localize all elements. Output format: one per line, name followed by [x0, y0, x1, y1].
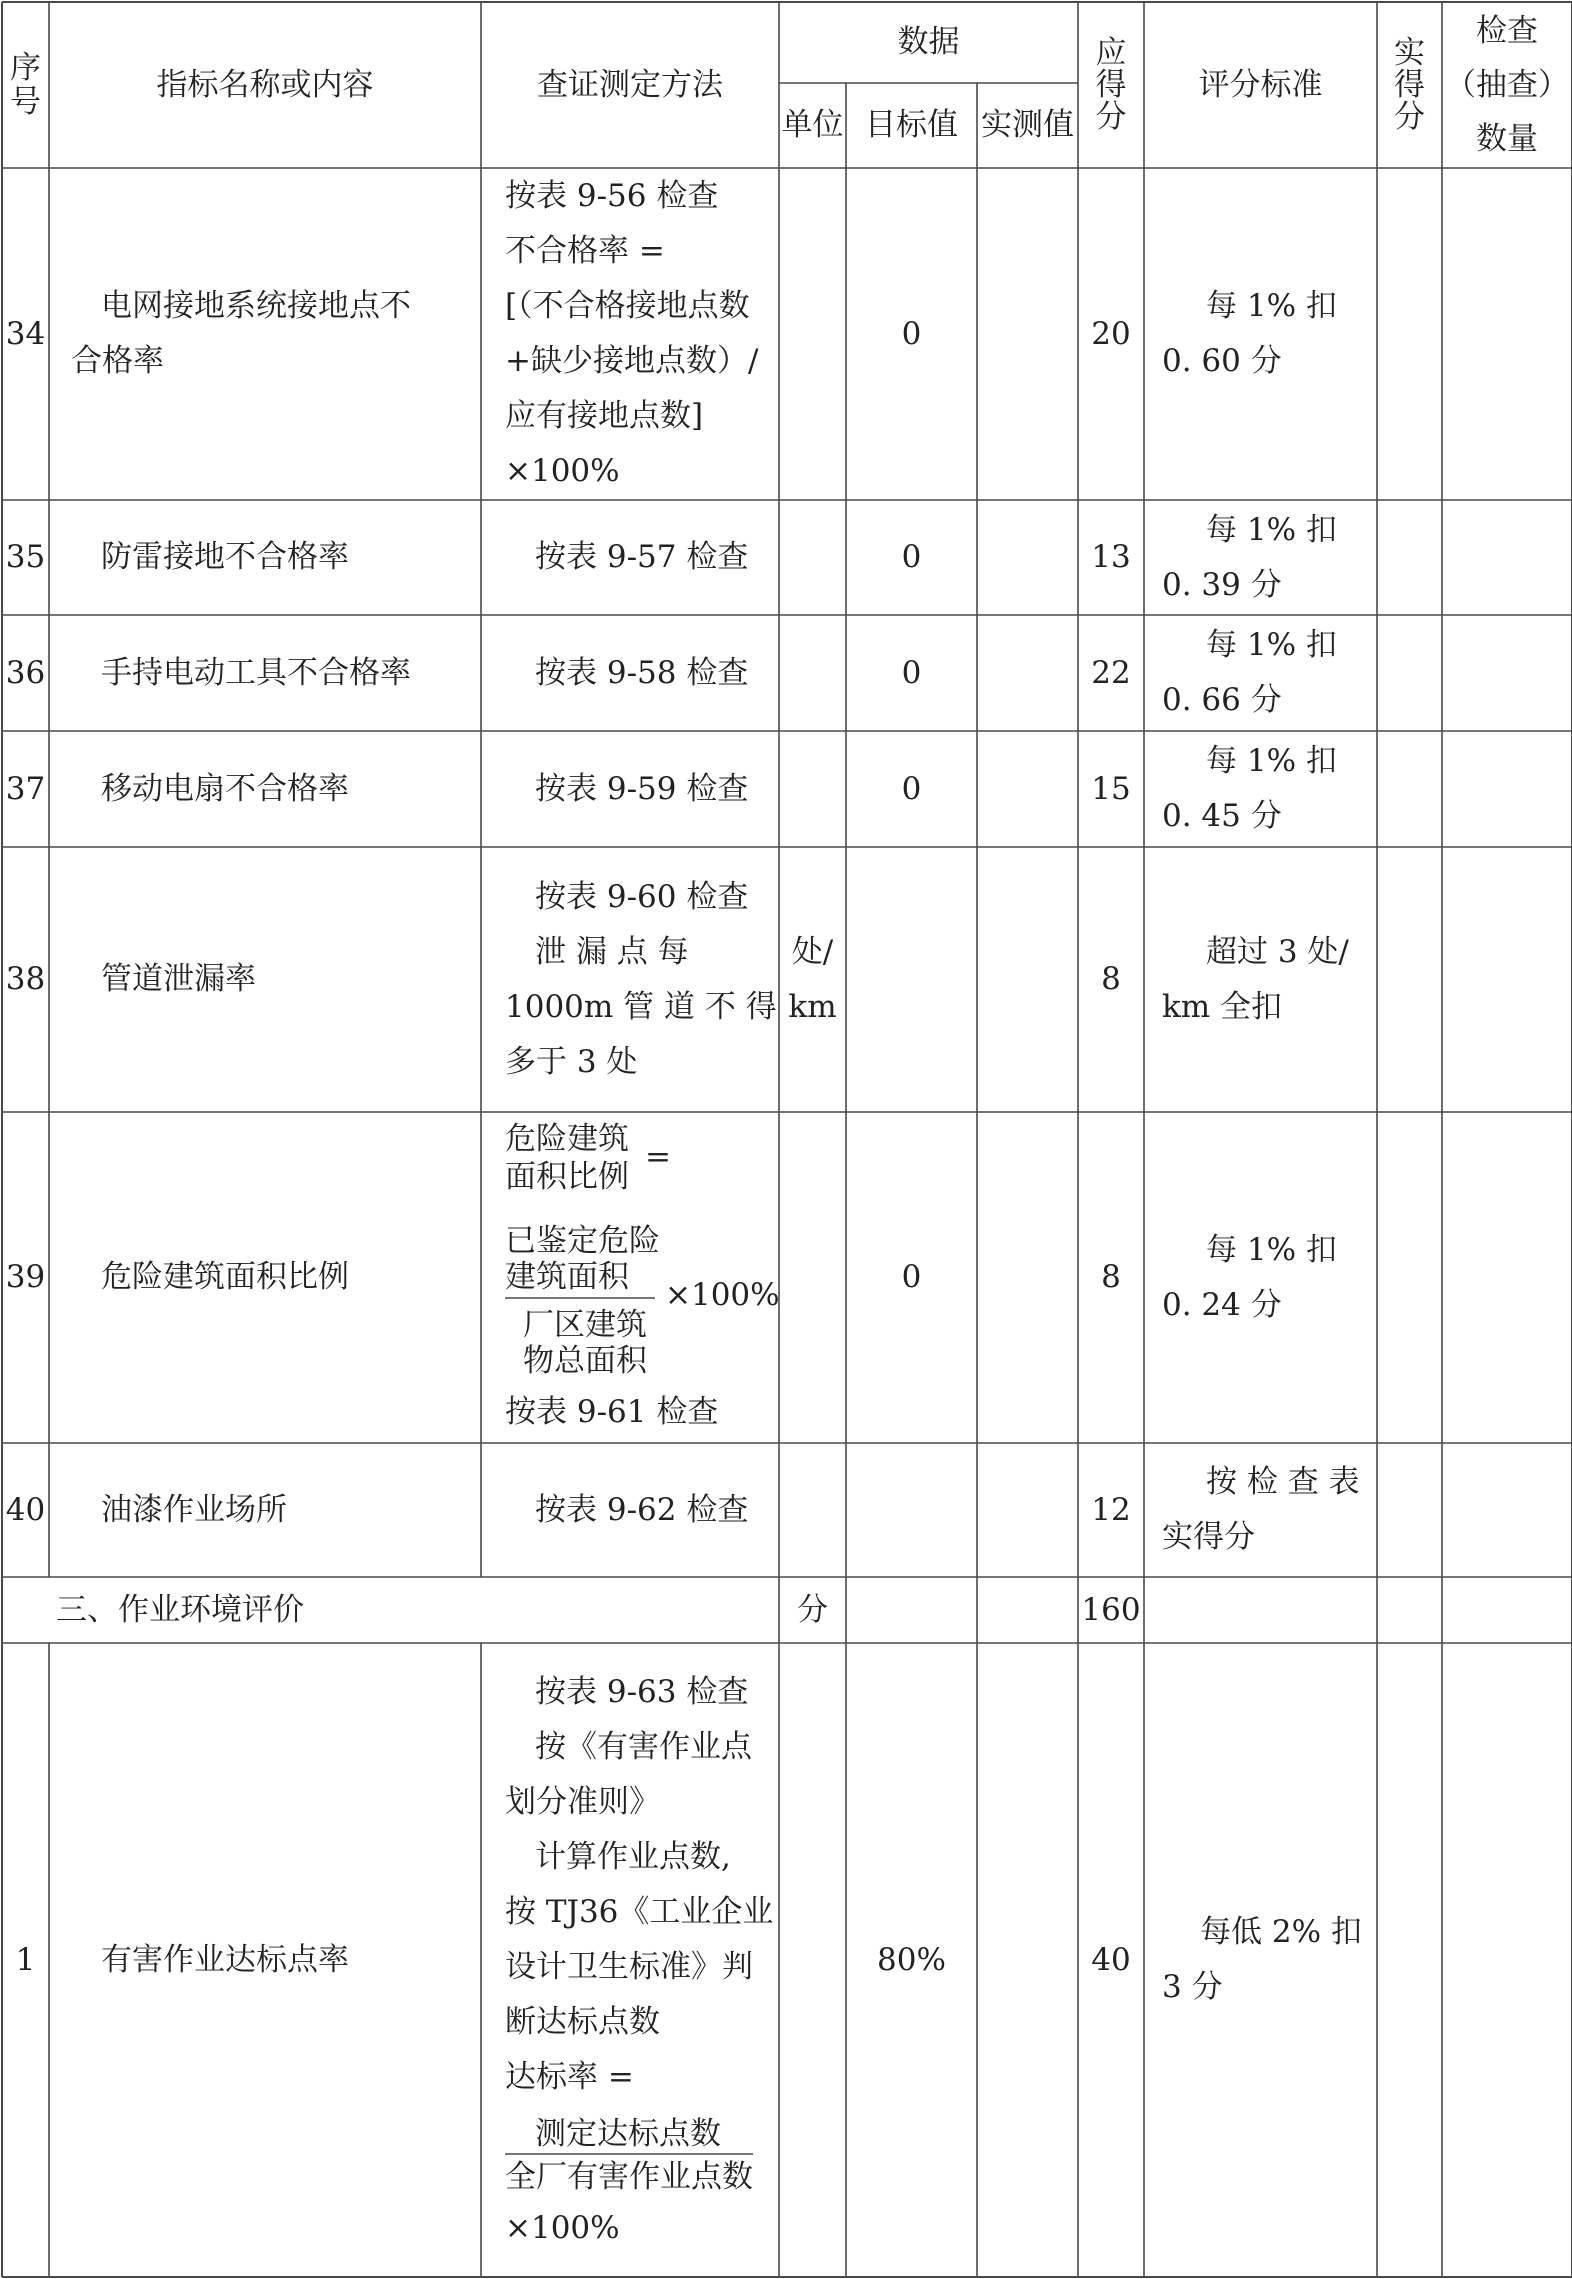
row-seq	[2, 952, 49, 1007]
cell-text-line: +缺少接地点数）/	[505, 343, 759, 379]
row-target	[846, 530, 977, 585]
cell-text-line: 手持电动工具不合格率	[101, 654, 411, 691]
row-method	[481, 530, 779, 585]
row-due-score	[1078, 530, 1144, 585]
formula-denominator-line: 厂区建筑	[523, 1307, 647, 1343]
row-method	[505, 1665, 773, 2105]
row-method	[481, 762, 779, 817]
cell-text-line: 0. 39 分	[1162, 566, 1282, 603]
cell-text-line: 分	[1394, 99, 1425, 135]
header-unit	[779, 98, 846, 153]
header-data-group	[779, 15, 1078, 70]
cell-text-line: 0	[901, 539, 922, 575]
cell-text-line: 达标率 =	[505, 2059, 634, 2095]
cell-text-line: 指标名称或内容	[156, 66, 374, 103]
row-criteria	[1144, 618, 1377, 728]
cell-text-line: 号	[10, 84, 41, 120]
cell-text-line: 每 1% 扣	[1206, 627, 1337, 663]
cell-text-line: 得	[1095, 67, 1127, 103]
cell-text-line: 实	[1394, 35, 1425, 71]
cell-text-line: 按表 9-62 检查	[535, 1491, 749, 1528]
cell-text-line: 0	[901, 770, 922, 807]
header-measured	[977, 98, 1078, 153]
cell-text-line: 按表 9-63 检查	[535, 1674, 749, 1710]
cell-text-line: 38	[5, 961, 46, 997]
cell-text-line: 35	[5, 539, 46, 575]
row-name	[49, 1250, 481, 1305]
cell-text-line: 计算作业点数,	[535, 1839, 731, 1875]
cell-text-line: 应有接地点数]	[505, 398, 704, 434]
formula-times: ×100%	[505, 2210, 620, 2246]
cell-text-line: 有害作业达标点率	[101, 1941, 349, 1978]
cell-text-line: 0	[901, 315, 922, 352]
row-target	[846, 762, 977, 817]
cell-text-line: 数据	[897, 24, 960, 60]
cell-text-line: 每 1% 扣	[1206, 743, 1337, 779]
cell-text-line: 划分准则》	[505, 1784, 660, 1820]
row-unit	[779, 925, 846, 1035]
cell-text-line: （抽查）	[1445, 67, 1569, 103]
row-due-score	[1078, 307, 1144, 362]
row-name	[49, 762, 481, 817]
row-due-score	[1078, 762, 1144, 817]
cell-text-line: 13	[1091, 539, 1131, 575]
cell-text-line: 按《有害作业点	[535, 1729, 752, 1765]
cell-text-line: km 全扣	[1162, 988, 1283, 1025]
cell-text-line: 分	[1095, 99, 1127, 135]
cell-text-line: 泄 漏 点 每	[535, 933, 689, 970]
row-seq	[2, 646, 49, 701]
header-actual-score	[1377, 37, 1442, 133]
cell-text-line: 管道泄漏率	[101, 961, 256, 997]
formula-numerator: 测定达标点数	[535, 2116, 721, 2152]
cell-text-line: 0	[901, 1259, 922, 1295]
cell-text-line: 数量	[1476, 121, 1538, 157]
row-due-score	[1078, 1483, 1144, 1538]
cell-text-line: 应	[1095, 35, 1127, 71]
row-name	[49, 1933, 481, 1988]
row-due-score	[1078, 646, 1144, 701]
cell-text-line: 每低 2% 扣	[1200, 1914, 1362, 1950]
row-name	[49, 646, 481, 701]
header-name	[49, 58, 481, 113]
formula-denominator-line: 物总面积	[523, 1343, 647, 1379]
row-seq	[2, 530, 49, 585]
cell-text-line: 检查	[1476, 13, 1538, 49]
row-seq	[2, 762, 49, 817]
cell-text-line: 目标值	[865, 107, 958, 143]
cell-text-line: 得	[1394, 67, 1425, 103]
header-seq	[2, 51, 49, 119]
cell-text-line: 0. 66 分	[1162, 682, 1282, 718]
cell-text-line: [（不合格接地点数	[505, 288, 750, 324]
section-due-score	[1078, 1583, 1144, 1638]
cell-text-line: 0	[901, 654, 922, 691]
header-criteria	[1144, 58, 1377, 113]
row-criteria	[1144, 1905, 1377, 2015]
header-due-score	[1078, 37, 1144, 133]
row-target	[846, 646, 977, 701]
row-name	[49, 279, 481, 389]
cell-text-line: 40	[5, 1491, 46, 1528]
cell-text-line: 分	[797, 1591, 828, 1628]
formula-denominator: 全厂有害作业点数	[505, 2159, 753, 2195]
row-method	[481, 870, 779, 1090]
row-name	[49, 530, 481, 585]
cell-text-line: 电网接地系统接地点不	[101, 288, 411, 324]
cell-text-line: 合格率	[71, 343, 164, 379]
row-target	[846, 1250, 977, 1305]
row-criteria	[1144, 1455, 1377, 1565]
row-criteria	[1144, 279, 1377, 389]
cell-text-line: 按表 9-59 检查	[535, 770, 749, 807]
cell-text-line: 3 分	[1162, 1969, 1223, 2005]
row-method	[481, 169, 779, 499]
cell-text-line: 15	[1091, 770, 1131, 807]
row-seq	[2, 1933, 49, 1988]
cell-text-line: 移动电扇不合格率	[101, 770, 349, 807]
cell-text-line: 40	[1091, 1941, 1131, 1978]
cell-text-line: 36	[5, 654, 46, 691]
row-name	[49, 1483, 481, 1538]
cell-text-line: 断达标点数	[505, 2004, 660, 2040]
row-due-score	[1078, 952, 1144, 1007]
formula-numerator-line: 已鉴定危险	[505, 1223, 660, 1259]
cell-text-line: 实得分	[1162, 1519, 1255, 1555]
cell-text-line: 实测值	[981, 107, 1074, 143]
cell-text-line: 查证测定方法	[537, 66, 723, 103]
cell-text-line: 0. 24 分	[1162, 1286, 1282, 1323]
row-target	[846, 1933, 977, 1988]
cell-text-line: 39	[5, 1259, 46, 1295]
cell-text-line: km	[788, 988, 837, 1025]
cell-text-line: 按表 9-56 检查	[505, 178, 719, 214]
cell-text-line: 160	[1081, 1591, 1141, 1628]
cell-text-line: 每 1% 扣	[1206, 1231, 1337, 1268]
cell-text-line: 处/	[791, 933, 834, 970]
cell-text-line: 1000m 管 道 不 得	[505, 988, 777, 1025]
cell-text-line: 按 TJ36《工业企业	[505, 1894, 774, 1930]
section-unit	[779, 1583, 846, 1638]
row-seq	[2, 1483, 49, 1538]
row-method	[481, 1483, 779, 1538]
row-target	[846, 307, 977, 362]
cell-text-line: 12	[1091, 1491, 1131, 1528]
formula-check-text: 按表 9-61 检查	[505, 1394, 719, 1430]
cell-text-line: 单位	[781, 107, 844, 143]
formula-lhs-line: 危险建筑	[505, 1121, 629, 1157]
cell-text-line: 0. 60 分	[1162, 343, 1282, 379]
cell-text-line: 80%	[877, 1941, 946, 1978]
section-title	[2, 1583, 779, 1638]
cell-text-line: 按表 9-57 检查	[535, 539, 749, 575]
cell-text-line: 22	[1091, 654, 1131, 691]
cell-text-line: 设计卫生标准》判	[505, 1949, 753, 1985]
cell-text-line: 8	[1101, 1259, 1121, 1295]
cell-text-line: 按表 9-58 检查	[535, 654, 749, 691]
header-target	[846, 98, 977, 153]
cell-text-line: 多于 3 处	[505, 1043, 638, 1080]
row-criteria	[1144, 734, 1377, 844]
cell-text-line: 三、作业环境评价	[56, 1591, 304, 1628]
row-seq	[2, 307, 49, 362]
cell-text-line: 37	[5, 770, 46, 807]
formula-numerator-line: 建筑面积	[505, 1259, 629, 1295]
cell-text-line: 1	[15, 1941, 36, 1978]
cell-text-line: 防雷接地不合格率	[101, 539, 349, 575]
cell-text-line: 20	[1091, 315, 1131, 352]
cell-text-line: 0. 45 分	[1162, 798, 1282, 834]
cell-text-line: ×100%	[505, 453, 620, 489]
cell-text-line: 油漆作业场所	[101, 1491, 287, 1528]
row-criteria	[1144, 1223, 1377, 1333]
cell-text-line: 不合格率 =	[505, 233, 665, 269]
row-name	[49, 952, 481, 1007]
cell-text-line: 危险建筑面积比例	[101, 1259, 349, 1295]
row-method	[481, 646, 779, 701]
cell-text-line: 超过 3 处/	[1206, 933, 1349, 970]
cell-text-line: 按 检 查 表	[1206, 1464, 1360, 1500]
cell-text-line: 34	[5, 315, 46, 352]
cell-text-line: 评分标准	[1198, 66, 1323, 103]
cell-text-line: 每 1% 扣	[1206, 511, 1337, 548]
formula-lhs-line: 面积比例	[505, 1159, 629, 1195]
row-criteria	[1144, 503, 1377, 613]
header-check-count	[1442, 4, 1572, 166]
cell-text-line: 按表 9-60 检查	[535, 878, 749, 915]
formula-equals: =	[645, 1139, 671, 1175]
row-criteria	[1144, 925, 1377, 1035]
row-seq	[2, 1250, 49, 1305]
row-due-score	[1078, 1933, 1144, 1988]
formula-times: ×100%	[665, 1277, 780, 1313]
cell-text-line: 每 1% 扣	[1206, 288, 1337, 324]
cell-text-line: 序	[10, 50, 41, 86]
row-due-score	[1078, 1250, 1144, 1305]
header-method	[481, 58, 779, 113]
cell-text-line: 8	[1101, 961, 1121, 997]
